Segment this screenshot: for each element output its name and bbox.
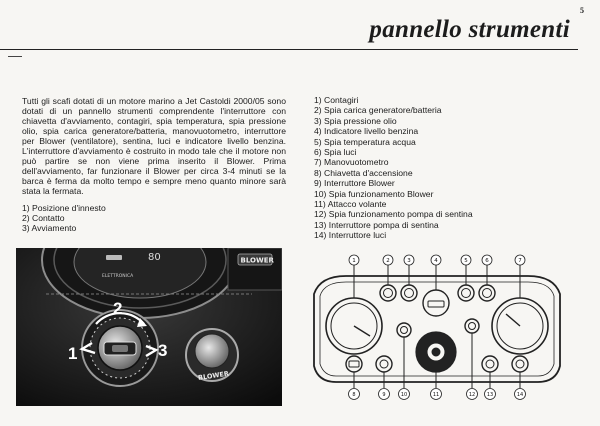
switch-positions-list: [22, 203, 106, 233]
blower-label: BLOWER: [240, 256, 274, 265]
list-item: 2) Contatto: [22, 213, 65, 223]
diagram-callout-9: 9: [382, 392, 386, 398]
legend-item: 6) Spia luci: [314, 147, 357, 158]
legend-item: 2) Spia carica generatore/batteria: [314, 105, 442, 116]
charge-warning-lamp: [380, 285, 396, 301]
blower-running-lamp: [397, 323, 411, 337]
blower-button: [195, 334, 229, 368]
legend-item: 14) Interruttore luci: [314, 230, 387, 241]
panel-diagram: [306, 248, 568, 406]
gauge-number: 80: [148, 252, 161, 263]
legend-item: 5) Spia temperatura acqua: [314, 136, 416, 147]
callout-1: 1: [68, 344, 78, 363]
diagram-callout-7: 7: [518, 258, 522, 264]
diagram-callout-11: 11: [432, 392, 440, 398]
diagram-callout-1: 1: [352, 258, 356, 264]
legend-item: 9) Interruttore Blower: [314, 178, 395, 189]
legend-item: 4) Indicatore livello benzina: [314, 126, 419, 137]
intro-paragraph: Tutti gli scafi dotati di un motore marino a Jet Castoldi 2000/05 sono dotati di un pannello strumenti comprendente l'interruttore con chiavetta d'avviamento, contagiri, spia temperatura, spia pressione olio, spia carica generatore/batteria, manovuotometro, interruttore per Blower (ventilatore), sentina, luci e indicatore livello benzina. L'interruttore d'avviamento è costruito in modo tale che il motore non può partire se non viene prima inserito il Blower. Prima dell'avviamento, far funzionare il Blower per circa 3-4 minuti se la barca è ferma da molto tempo e sempre meno quanto minore sarà stata la fermata.: [22, 96, 286, 196]
title-rule: [0, 49, 578, 50]
lights-switch: [512, 356, 528, 372]
lights-lamp: [479, 285, 495, 301]
diagram-callout-13: 13: [486, 392, 494, 398]
diagram-callout-10: 10: [400, 392, 408, 398]
diagram-callout-6: 6: [485, 258, 489, 264]
callout-2: 2: [113, 299, 123, 318]
legend-item: 12) Spia funzionamento pompa di sentina: [314, 209, 473, 220]
legend-item: 11) Attacco volante: [314, 199, 387, 210]
legend-item: 13) Interruttore pompa di sentina: [314, 219, 439, 230]
diagram-callout-8: 8: [352, 392, 356, 398]
legend-item: 8) Chiavetta d'accensione: [314, 167, 413, 178]
ignition-photo: [16, 248, 282, 406]
water-temp-lamp: [458, 285, 474, 301]
list-item: 3) Avviamento: [22, 223, 77, 233]
diagram-callout-2: 2: [386, 258, 390, 264]
diagram-callout-3: 3: [407, 258, 411, 264]
gauge-logo-plate: [106, 255, 122, 260]
fuel-gauge: [423, 290, 449, 316]
blower-switch: [376, 356, 392, 372]
bilge-pump-switch: [482, 356, 498, 372]
blower-button-label: BLOWER: [197, 369, 230, 382]
diagram-callout-14: 14: [516, 392, 524, 398]
bilge-pump-lamp: [465, 319, 479, 333]
instrument-legend: [314, 95, 473, 241]
list-item: 1) Posizione d'innesto: [22, 203, 106, 213]
diagram-callout-12: 12: [468, 392, 476, 398]
legend-item: 1) Contagiri: [314, 95, 359, 105]
legend-item: 3) Spia pressione olio: [314, 115, 397, 126]
diagram-callout-5: 5: [464, 258, 468, 264]
ignition-key-switch: [346, 356, 362, 372]
legend-item: 10) Spia funzionamento Blower: [314, 188, 434, 199]
legend-item: 7) Manovuotometro: [314, 157, 389, 168]
page-number: 5: [580, 6, 584, 15]
diagram-callout-4: 4: [434, 258, 438, 264]
margin-mark: [8, 56, 22, 57]
gauge-brand: ELETTRONICA: [102, 274, 134, 279]
callout-3: 3: [158, 341, 168, 360]
page-title: pannello strumenti: [369, 16, 570, 43]
oil-pressure-lamp: [401, 285, 417, 301]
